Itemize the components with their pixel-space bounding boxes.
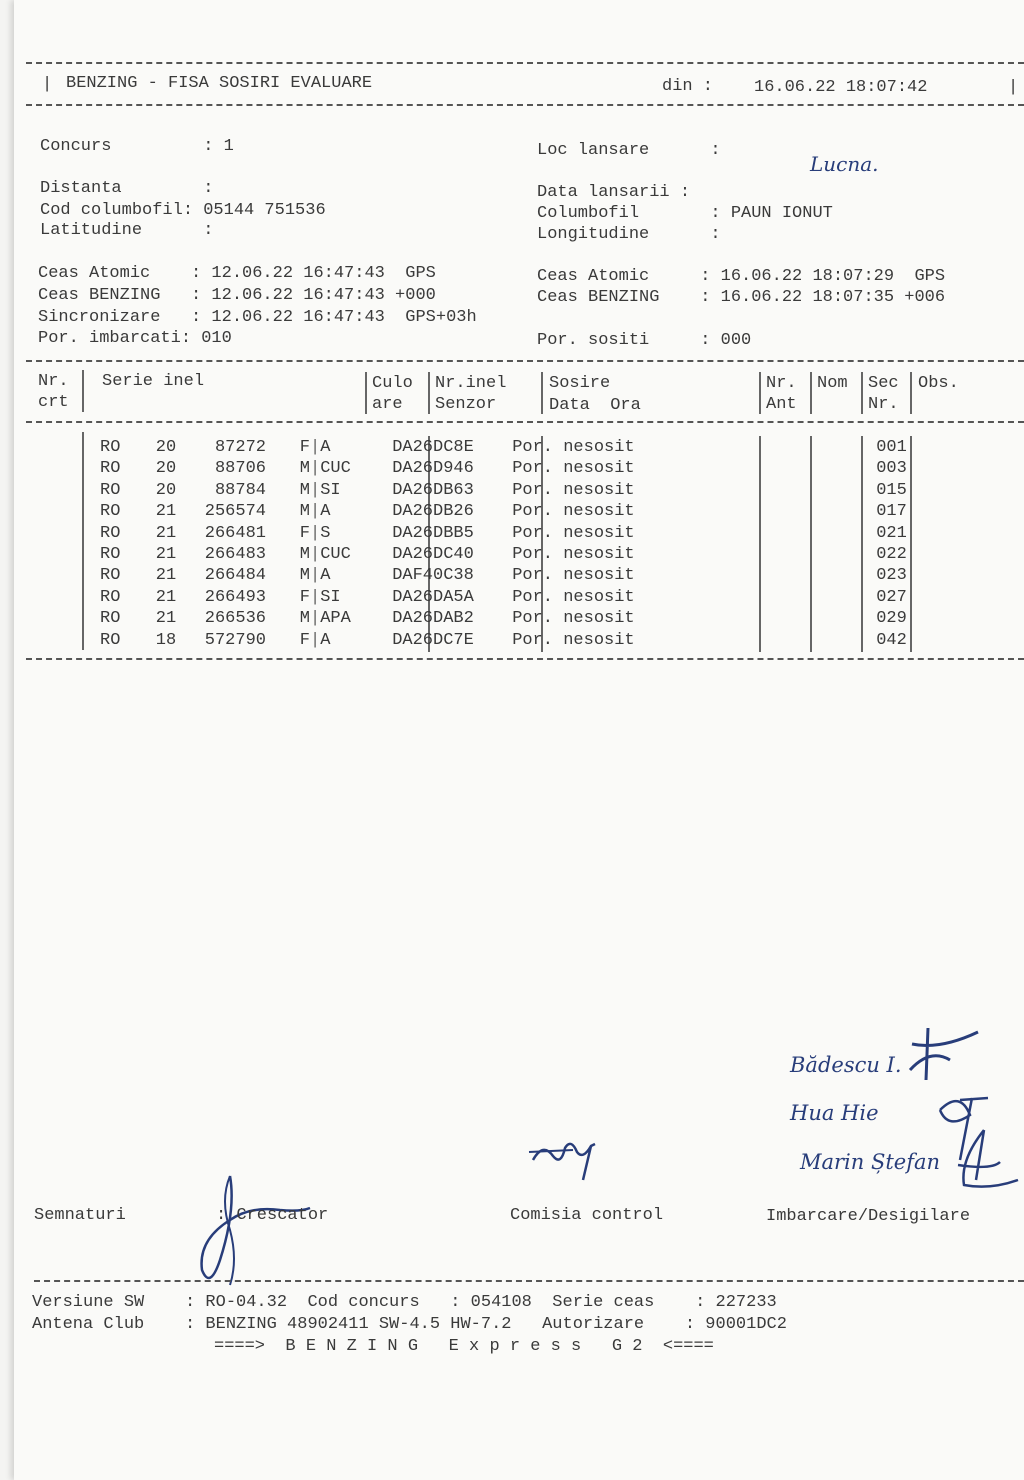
th-data-ora: Data Ora — [549, 396, 641, 415]
cell-sensor-ring: DAF40C38 — [392, 566, 474, 586]
cell-ring-year: 21 — [155, 609, 177, 629]
cell-color: A — [320, 566, 331, 586]
cell-nom — [774, 437, 826, 458]
cell-sec-nr — [826, 630, 876, 651]
cell-sex: F — [299, 438, 310, 457]
cell-sex: M — [299, 459, 310, 479]
cell-ring-number: 572790 — [204, 630, 266, 650]
cell-ring-year: 18 — [155, 630, 177, 650]
cell-ring-country: RO — [100, 438, 121, 457]
por-sositi-line: Por. sositi : 000 — [537, 331, 752, 350]
cell-nr-ant — [722, 480, 774, 501]
cell-sensor-ring: DA26DA5A — [392, 587, 474, 607]
cell-spacer — [382, 458, 392, 479]
cell-ring-year: 20 — [155, 459, 177, 479]
cell-nr-ant — [722, 544, 774, 565]
columbofil-line: Columbofil : PAUN IONUT — [537, 204, 833, 223]
cell-sensor-ring: DA26DB63 — [392, 480, 474, 500]
th-divider — [759, 372, 761, 414]
cell-spacer: | — [310, 480, 321, 500]
cell-ring-year: 21 — [155, 545, 177, 565]
table-row — [100, 587, 926, 608]
ceas-atomic-start: Ceas Atomic : 12.06.22 16:47:43 GPS — [38, 264, 436, 283]
loc-lansare-line: Loc lansare : — [537, 141, 721, 160]
cell-sensor-ring: DA26DAB2 — [392, 609, 474, 629]
cell-arrival: Por. nesosit — [512, 480, 635, 500]
cell-obs: 017 — [876, 502, 907, 522]
cell-nr-ant — [722, 501, 774, 522]
cell-nr-ant — [722, 608, 774, 629]
cell-nr-ant — [722, 523, 774, 544]
cell-ring-number: 256574 — [204, 502, 266, 522]
th-sosire: Sosire — [549, 374, 611, 393]
th-senzor: Senzor — [435, 395, 497, 414]
crescator-label: : Crescator — [216, 1206, 329, 1225]
cell-obs: 021 — [876, 523, 907, 543]
cell-ring-number: 87272 — [214, 438, 266, 457]
cell-spacer — [382, 630, 392, 651]
cell-color: S — [320, 523, 331, 543]
cell-ring-country: RO — [100, 459, 121, 479]
footer-antena: Antena Club : BENZING 48902411 SW-4.5 HW-7.2 Autorizare : 90001DC2 — [32, 1315, 787, 1334]
cell-obs: 023 — [876, 566, 907, 586]
th-nom: Nom — [817, 374, 848, 393]
cell-ring-year: 21 — [155, 566, 177, 586]
cell-ring-country: RO — [100, 523, 121, 543]
cell-arrival: Por. nesosit — [512, 502, 635, 522]
cell-spacer: | — [310, 459, 321, 479]
cell-arrival: Por. nesosit — [512, 438, 635, 457]
table-row — [100, 565, 926, 586]
table-row — [100, 630, 926, 651]
th-serie-inel: Serie inel — [102, 372, 205, 391]
cell-sex: M — [299, 502, 310, 522]
th-obs: Obs. — [918, 374, 959, 393]
th-nr: Nr. — [38, 372, 69, 391]
th-divider — [82, 370, 84, 412]
signature-comisia — [525, 1130, 605, 1186]
th-crt: crt — [38, 393, 69, 412]
cell-spacer: | — [310, 630, 321, 650]
cell-obs: 001 — [876, 438, 907, 457]
th-divider — [810, 372, 812, 414]
th-culoare-2: are — [372, 395, 403, 414]
cell-sex: M — [299, 566, 310, 586]
ceas-atomic-end: Ceas Atomic : 16.06.22 18:07:29 GPS — [537, 267, 946, 286]
cell-sec-nr — [826, 608, 876, 629]
footer-brand: ====> B E N Z I N G E x p r e s s G 2 <==== — [214, 1337, 714, 1356]
cell-sec-nr — [826, 565, 876, 586]
cell-sensor-ring: DA26DC8E — [392, 438, 474, 457]
cell-sec-nr — [826, 544, 876, 565]
signature-crescator — [190, 1170, 340, 1295]
table-row — [100, 458, 926, 479]
header-title: BENZING - FISA SOSIRI EVALUARE — [66, 74, 373, 93]
header-bottom-rule — [26, 104, 1024, 106]
cell-ring-year: 21 — [155, 523, 177, 543]
cell-arrival: Por. nesosit — [512, 587, 635, 607]
cell-nom — [774, 480, 826, 501]
cell-sec-nr — [826, 480, 876, 501]
cell-sex: F — [299, 587, 310, 607]
cell-ring-year: 20 — [155, 480, 177, 500]
cell-ring-country: RO — [100, 587, 121, 607]
cell-nr-ant — [722, 587, 774, 608]
cell-sec-nr — [826, 501, 876, 522]
cell-color: APA — [320, 609, 351, 629]
cell-sensor-ring: DA26D946 — [392, 459, 474, 479]
cell-color: A — [320, 630, 331, 650]
sincronizare-line: Sincronizare : 12.06.22 16:47:43 GPS+03h — [38, 308, 477, 327]
latitudine-line: Latitudine : — [40, 221, 214, 240]
header-right-bar: | — [1008, 78, 1019, 97]
ceas-benzing-start: Ceas BENZING : 12.06.22 16:47:43 +000 — [38, 286, 436, 305]
cell-spacer: | — [310, 545, 321, 565]
th-divider — [428, 372, 430, 414]
table-row — [100, 608, 926, 629]
cell-obs: 015 — [876, 480, 907, 500]
table-row — [100, 480, 926, 501]
cell-obs: 022 — [876, 545, 907, 565]
arrivals-table — [100, 437, 926, 651]
cell-spacer — [382, 544, 392, 565]
th-nr-inel: Nr.inel — [435, 374, 507, 393]
cell-ring-number: 266493 — [204, 587, 266, 607]
table-bottom-rule — [26, 658, 1024, 660]
ceas-benzing-end: Ceas BENZING : 16.06.22 18:07:35 +006 — [537, 288, 946, 307]
cell-obs: 029 — [876, 609, 907, 629]
cell-sex: F — [299, 630, 310, 650]
table-row — [100, 437, 926, 458]
cell-nom — [774, 587, 826, 608]
signature-scribble-right — [900, 1020, 1024, 1200]
footer-rule — [34, 1280, 1024, 1282]
por-imbarcati-line: Por. imbarcati: 010 — [38, 329, 232, 348]
cell-spacer — [382, 608, 392, 629]
cell-nr-ant — [722, 458, 774, 479]
cell-nom — [774, 544, 826, 565]
cell-nom — [774, 565, 826, 586]
cell-sec-nr — [826, 437, 876, 458]
cell-arrival: Por. nesosit — [512, 459, 635, 479]
handwritten-name-1: Bădescu I. — [790, 1053, 902, 1077]
cell-color: CUC — [320, 545, 351, 565]
cell-sec-nr — [826, 523, 876, 544]
longitudine-line: Longitudine : — [537, 225, 721, 244]
cell-nom — [774, 523, 826, 544]
cell-spacer: | — [310, 438, 321, 457]
cell-spacer — [382, 501, 392, 522]
cell-ring-country: RO — [100, 630, 121, 650]
th-nr-ant-2: Ant — [766, 395, 797, 414]
cell-nom — [774, 630, 826, 651]
cell-sensor-ring: DA26DB26 — [392, 502, 474, 522]
cell-ring-number: 266536 — [204, 609, 266, 629]
th-nr-ant-1: Nr. — [766, 374, 797, 393]
cell-sex: M — [299, 480, 310, 500]
cell-sec-nr — [826, 458, 876, 479]
th-divider — [541, 372, 543, 414]
cell-color: SI — [320, 587, 341, 607]
cell-nom — [774, 608, 826, 629]
cell-spacer: | — [310, 609, 321, 629]
loc-lansare-handwritten: Lucna. — [810, 152, 879, 176]
cell-sex: M — [299, 545, 310, 565]
cell-spacer — [382, 437, 392, 458]
cell-spacer — [382, 480, 392, 501]
cell-sensor-ring: DA26DC40 — [392, 545, 474, 565]
cell-ring-country: RO — [100, 545, 121, 565]
cell-color: SI — [320, 480, 341, 500]
header-left-bar: | — [42, 75, 53, 94]
distanta-line: Distanta : — [40, 179, 214, 198]
table-top-rule — [26, 360, 1024, 362]
concurs-line: Concurs : 1 — [40, 137, 234, 156]
imbarcare-label: Imbarcare/Desigilare — [766, 1207, 971, 1226]
cell-ring-year: 20 — [155, 438, 177, 457]
cell-color: A — [320, 502, 331, 522]
header-din-label: din : — [662, 77, 714, 96]
handwritten-name-2: Hua Hie — [790, 1101, 879, 1125]
cell-color: A — [320, 438, 331, 457]
table-row — [100, 501, 926, 522]
cell-ring-number: 266484 — [204, 566, 266, 586]
cell-nr-ant — [722, 630, 774, 651]
semnaturi-label: Semnaturi — [34, 1206, 126, 1225]
cell-sec-nr — [826, 587, 876, 608]
cod-columbofil-line: Cod columbofil: 05144 751536 — [40, 201, 326, 220]
cell-ring-year: 21 — [155, 587, 177, 607]
header-top-rule — [26, 62, 1024, 64]
cell-sex: M — [299, 609, 310, 629]
cell-ring-number: 88706 — [214, 459, 266, 479]
cell-spacer — [382, 587, 392, 608]
cell-spacer: | — [310, 566, 321, 586]
cell-ring-number: 266483 — [204, 545, 266, 565]
cell-ring-number: 266481 — [204, 523, 266, 543]
cell-sensor-ring: DA26DC7E — [392, 630, 474, 650]
cell-nom — [774, 501, 826, 522]
cell-spacer: | — [310, 587, 321, 607]
table-row — [100, 544, 926, 565]
th-sec-1: Sec — [868, 374, 899, 393]
cell-sex: F — [299, 523, 310, 543]
th-divider — [910, 372, 912, 414]
header-timestamp: 16.06.22 18:07:42 — [754, 78, 928, 97]
cell-sensor-ring: DA26DBB5 — [392, 523, 474, 543]
handwritten-name-3: Marin Ștefan — [800, 1150, 941, 1174]
cell-obs: 042 — [876, 630, 907, 650]
cell-ring-year: 21 — [155, 502, 177, 522]
cell-spacer — [382, 565, 392, 586]
cell-color: CUC — [320, 459, 351, 479]
footer-versiune: Versiune SW : RO-04.32 Cod concurs : 054108 Serie ceas : 227233 — [32, 1293, 777, 1312]
cell-ring-country: RO — [100, 502, 121, 522]
cell-nr-ant — [722, 565, 774, 586]
cell-nom — [774, 458, 826, 479]
th-culoare-1: Culo — [372, 374, 413, 393]
th-sec-2: Nr. — [868, 395, 899, 414]
data-lansarii-line: Data lansarii : — [537, 183, 691, 202]
cell-arrival: Por. nesosit — [512, 523, 635, 543]
th-divider — [365, 372, 367, 414]
cell-spacer — [382, 523, 392, 544]
tb-divider — [82, 432, 84, 650]
cell-ring-number: 88784 — [214, 480, 266, 500]
table-row — [100, 523, 926, 544]
cell-arrival: Por. nesosit — [512, 566, 635, 586]
th-divider — [861, 372, 863, 414]
cell-obs: 027 — [876, 587, 907, 607]
cell-nr-ant — [722, 437, 774, 458]
cell-ring-country: RO — [100, 609, 121, 629]
cell-arrival: Por. nesosit — [512, 630, 635, 650]
cell-ring-country: RO — [100, 480, 121, 500]
comisia-control-label: Comisia control — [510, 1206, 664, 1225]
table-header-rule — [26, 421, 1024, 423]
cell-ring-country: RO — [100, 566, 121, 586]
cell-arrival: Por. nesosit — [512, 609, 635, 629]
cell-obs: 003 — [876, 459, 907, 479]
cell-arrival: Por. nesosit — [512, 545, 635, 565]
cell-spacer: | — [310, 502, 321, 522]
cell-spacer: | — [310, 523, 321, 543]
